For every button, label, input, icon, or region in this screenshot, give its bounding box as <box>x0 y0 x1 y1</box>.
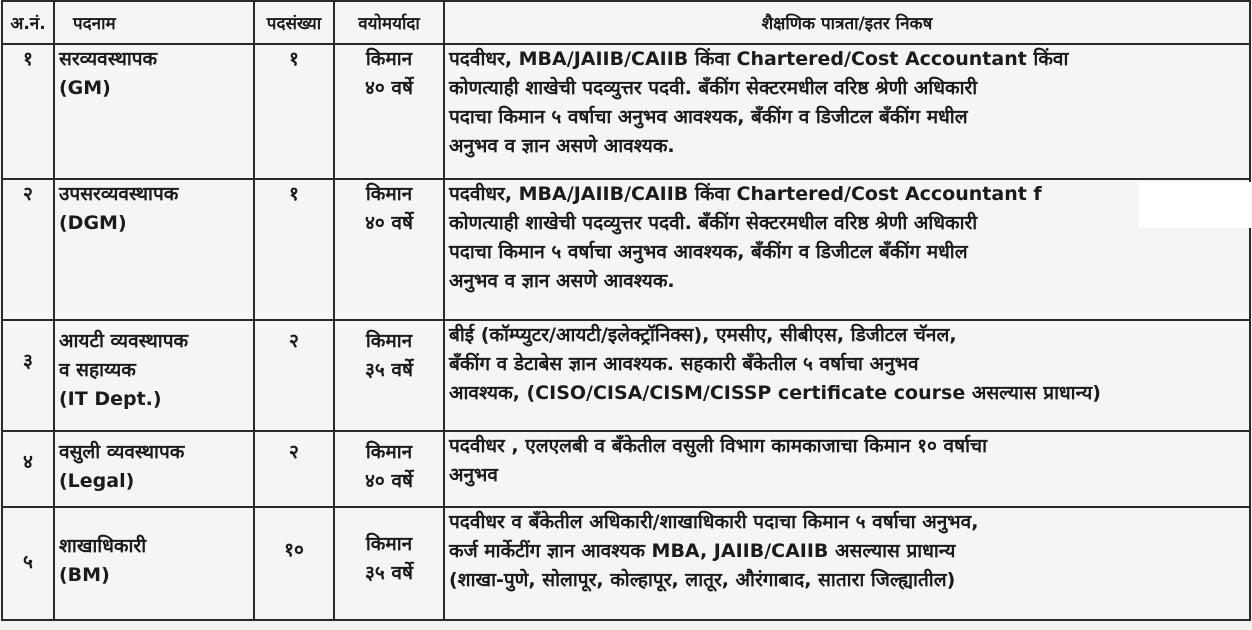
table-row <box>2 320 1250 431</box>
row-qualification <box>444 320 1250 431</box>
table-row <box>2 431 1250 507</box>
row-sr: १ <box>2 44 54 179</box>
qualification-line: पदाचा किमान ५ वर्षाचा अनुभव आवश्यक, बँकींग व डिजीटल बँकींग मधील <box>449 106 968 128</box>
table-row <box>2 179 1250 320</box>
qualification-line: बीई (कॉम्प्युटर/आयटी/इलेक्ट्रॉनिक्स), एमसीए, सीबीएस, डिजीटल चॅनल, <box>449 324 957 346</box>
qualification-line: अनुभव <box>449 464 498 486</box>
qualification-line: अनुभव व ज्ञान असणे आवश्यक. <box>449 270 675 292</box>
age-line: किमान <box>365 183 413 205</box>
post-line: (IT Dept.) <box>59 388 162 410</box>
posts-table <box>1 0 1251 621</box>
row-age <box>334 507 444 620</box>
table-row <box>2 507 1250 620</box>
row-age <box>334 179 444 320</box>
age-line: ४० वर्षे <box>365 470 413 492</box>
age-line: ४० वर्षे <box>365 77 413 99</box>
recruitment-table-frame <box>1 0 1251 628</box>
row-post <box>54 507 254 620</box>
post-line: उपसरव्यवस्थापक <box>59 183 179 205</box>
qualification-line: आवश्यक, (CISO/CISA/CISM/CISSP certificate course असल्यास प्राधान्य) <box>449 382 1101 404</box>
row-age <box>334 431 444 507</box>
header-sr: अ.नं. <box>2 1 54 44</box>
row-sr: ५ <box>2 507 54 620</box>
row-count: २ <box>254 320 334 431</box>
row-post <box>54 431 254 507</box>
row-post <box>54 320 254 431</box>
qualification-line: पदाचा किमान ५ वर्षाचा अनुभव आवश्यक, बँकींग व डिजीटल बँकींग मधील <box>449 241 968 263</box>
post-line: (BM) <box>59 564 110 586</box>
row-count: १ <box>254 179 334 320</box>
qualification-line: पदवीधर, MBA/JAIIB/CAIIB किंवा Chartered/Cost Accountant f <box>449 183 1042 205</box>
header-post: पदनाम <box>54 1 254 44</box>
qualification-line: पदवीधर , एलएलबी व बँकेतील वसुली विभाग कामकाजाचा किमान १० वर्षाचा <box>449 435 987 457</box>
row-post <box>54 179 254 320</box>
redaction-patch <box>1139 182 1251 228</box>
header-count: पदसंख्या <box>254 1 334 44</box>
row-post <box>54 44 254 179</box>
row-age <box>334 44 444 179</box>
qualification-line: (शाखा-पुणे, सोलापूर, कोल्हापूर, लातूर, औरंगाबाद, सातारा जिल्ह्यातील) <box>449 569 956 591</box>
qualification-line: अनुभव व ज्ञान असणे आवश्यक. <box>449 135 675 157</box>
post-line: व सहाय्यक <box>59 359 136 381</box>
post-line: आयटी व्यवस्थापक <box>59 330 189 352</box>
row-count: १ <box>254 44 334 179</box>
header-qualification: शैक्षणिक पात्रता/इतर निकष <box>444 1 1250 44</box>
table-header-row <box>2 1 1250 44</box>
post-line: (Legal) <box>59 470 135 492</box>
age-line: ३५ वर्षे <box>365 359 413 381</box>
qualification-line: पदवीधर, MBA/JAIIB/CAIIB किंवा Chartered/Cost Accountant किंवा <box>449 48 1069 70</box>
age-line: किमान <box>365 441 413 463</box>
row-qualification <box>444 507 1250 620</box>
age-line: किमान <box>365 48 413 70</box>
age-line: किमान <box>365 330 413 352</box>
row-sr: ४ <box>2 431 54 507</box>
row-qualification <box>444 44 1250 179</box>
qualification-line: पदवीधर व बँकेतील अधिकारी/शाखाधिकारी पदाचा किमान ५ वर्षाचा अनुभव, <box>449 511 979 533</box>
header-age: वयोमर्यादा <box>334 1 444 44</box>
row-count: १० <box>254 507 334 620</box>
row-qualification <box>444 179 1250 320</box>
row-sr: २ <box>2 179 54 320</box>
age-line: ४० वर्षे <box>365 212 413 234</box>
qualification-line: बँकींग व डेटाबेस ज्ञान आवश्यक. सहकारी बँकेतील ५ वर्षाचा अनुभव <box>449 353 919 375</box>
post-line: शाखाधिकारी <box>59 535 147 557</box>
age-line: किमान <box>365 533 413 555</box>
post-line: वसुली व्यवस्थापक <box>59 441 185 463</box>
row-qualification <box>444 431 1250 507</box>
qualification-line: कर्ज मार्केटींग ज्ञान आवश्यक MBA, JAIIB/CAIIB असल्यास प्राधान्य <box>449 540 956 562</box>
row-sr: ३ <box>2 320 54 431</box>
post-line: (DGM) <box>59 212 127 234</box>
qualification-line: कोणत्याही शाखेची पदव्युत्तर पदवी. बँकींग सेक्टरमधील वरिष्ठ श्रेणी अधिकारी <box>449 212 978 234</box>
age-line: ३५ वर्षे <box>365 562 413 584</box>
row-age <box>334 320 444 431</box>
post-line: सरव्यवस्थापक <box>59 48 158 70</box>
qualification-line: कोणत्याही शाखेची पदव्युत्तर पदवी. बँकींग सेक्टरमधील वरिष्ठ श्रेणी अधिकारी <box>449 77 978 99</box>
row-count: २ <box>254 431 334 507</box>
table-row <box>2 44 1250 179</box>
post-line: (GM) <box>59 77 111 99</box>
